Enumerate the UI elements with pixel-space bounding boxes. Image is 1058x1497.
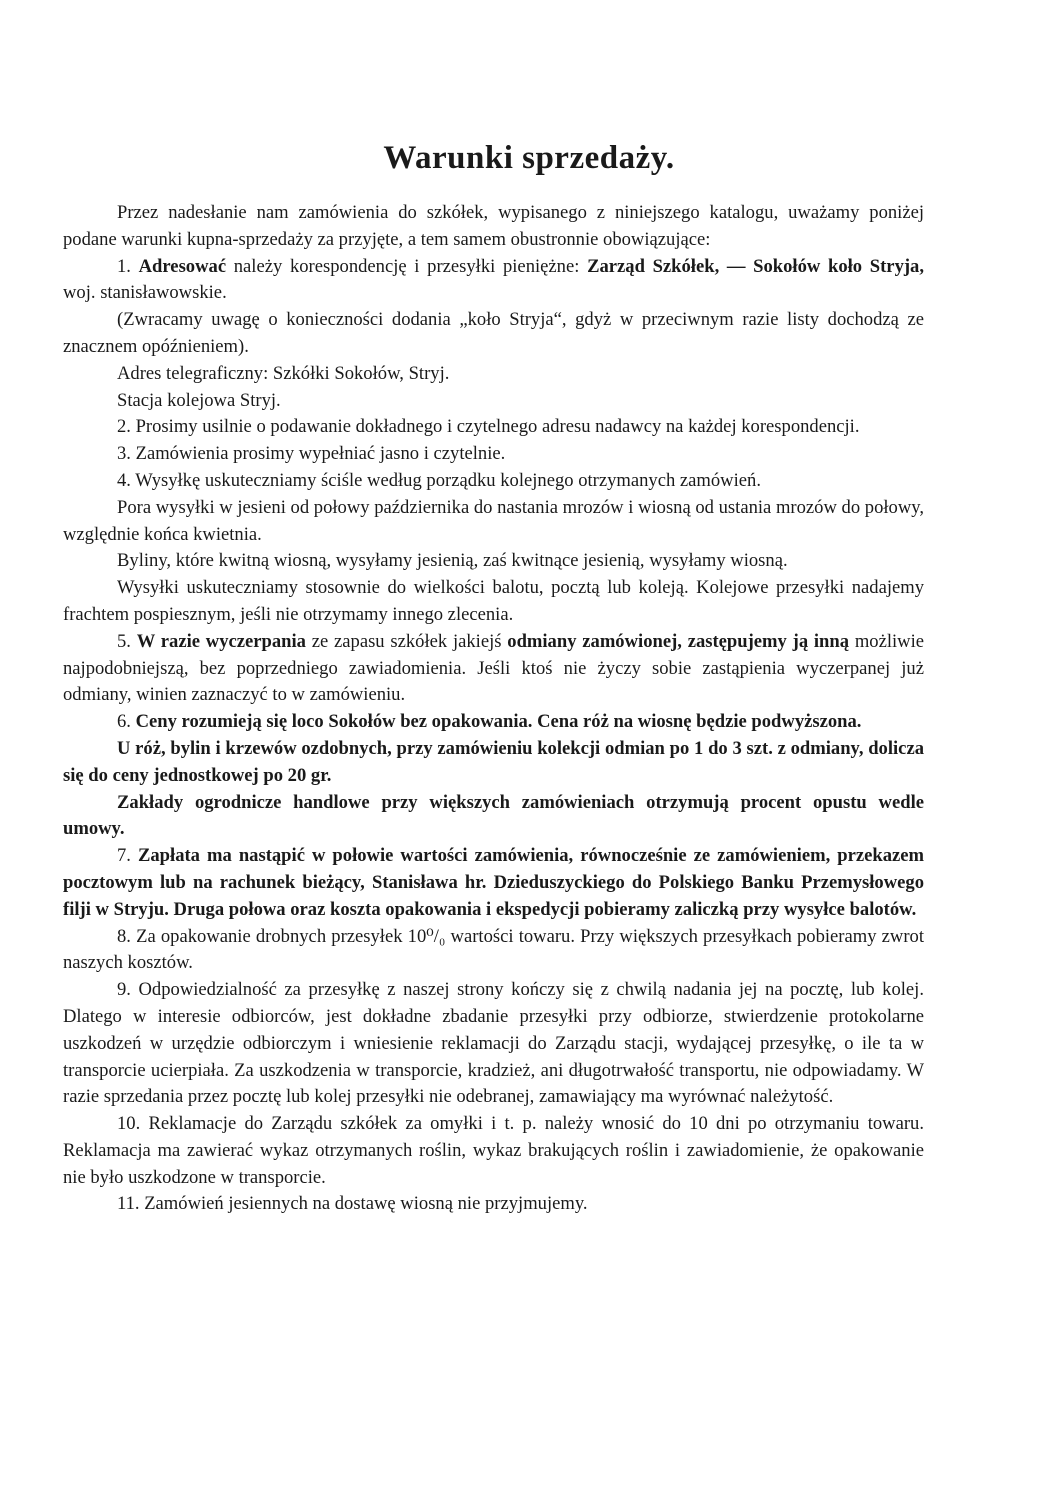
bold-text-run: Zapłata ma nastąpić w połowie wartości zamówienia, równocześnie ze zamówieniem, przekazem pocztowym lub na rachunek bieżący, Stanisława hr. Dzieduszyckiego do Polskiego Banku Przemysłowego filji w Stryju. Druga połowa oraz koszta opakowania i ekspedycji pobieramy zaliczką przy wysyłce balotów.	[63, 845, 925, 920]
bold-text-run: odmiany zamówionej, zastępujemy ją inną	[507, 630, 850, 652]
text-run: Przez nadesłanie nam zamówienia do szkółek, wypisanego z niniejszego katalogu, uważamy poniżej podane warunki kupna-sprzedaży za przyjęte, a tem samem obustronnie obowiązujące:	[63, 202, 924, 250]
paragraph	[63, 790, 924, 844]
text-run: Pora wysyłki w jesieni od połowy października do nastania mrozów i wiosną od ustania mrozów do połowy, względnie końca kwietnia.	[63, 496, 924, 545]
text-run: Byliny, które kwitną wiosną, wysyłamy jesienią, zaś kwitnące jesienią, wysyłamy wiosną.	[117, 550, 788, 572]
text-run: 9. Odpowiedzialność za przesyłkę z naszej strony kończy się z chwilą nadania jej na pocztę, lub kolej. Dlatego w interesie odbiorców, jest dokładne zbadanie przesyłki przy odbiorze, stwierdzenie protokolarne uszkodzeń w urzędzie odbiorczym i wniesienie reklamacji do Zarządu stacji, wydającej przesyłkę, o ile ta w transporcie ucierpiała. Za uszkodzenia w transporcie, kradzież, ani długotrwałość transportu, nie odpowiadamy. W razie sprzedania przez pocztę lub kolej przesyłki nie odebranej, zamawiający ma wyrównać należytość.	[63, 979, 924, 1108]
text-run: 1.	[117, 255, 139, 277]
paragraph	[63, 495, 924, 549]
bold-text-run: Adresować	[138, 255, 227, 277]
text-run: należy korespondencję i przesyłki pieniężne:	[226, 255, 588, 277]
paragraph	[63, 468, 924, 495]
text-run: ze zapasu szkółek jakiejś	[305, 630, 508, 652]
text-run: woj. stanisławowskie.	[63, 282, 227, 304]
paragraph	[63, 924, 924, 978]
paragraph	[63, 977, 924, 1111]
page-title: Warunki sprzedaży.	[383, 140, 675, 176]
paragraph	[63, 575, 924, 629]
paragraph	[63, 441, 924, 468]
paragraph	[63, 307, 924, 361]
paragraph	[63, 200, 924, 254]
text-run: 5.	[117, 630, 137, 652]
bold-text-run: Zarząd Szkółek, — Sokołów koło Stryja,	[587, 255, 924, 277]
paragraph	[63, 548, 924, 575]
paragraph	[63, 709, 924, 736]
paragraph	[63, 414, 924, 441]
text-run: 2. Prosimy usilnie o podawanie dokładnego i czytelnego adresu nadawcy na każdej korespondencji.	[117, 416, 860, 438]
text-run: 7.	[117, 845, 138, 867]
text-run: Adres telegraficzny: Szkółki Sokołów, Stryj.	[117, 362, 450, 384]
bold-text-run: U róż, bylin i krzewów ozdobnych, przy zamówieniu kolekcji odmian po 1 do 3 szt. z odmiany, dolicza się do ceny jednostkowej po 20 gr.	[63, 737, 924, 786]
text-run: 11. Zamówień jesiennych na dostawę wiosną nie przyjmujemy.	[117, 1193, 588, 1215]
paragraph	[63, 843, 924, 923]
paragraph	[63, 1111, 924, 1191]
paragraph	[63, 736, 924, 790]
terms-body	[63, 200, 924, 1218]
paragraph	[63, 388, 924, 415]
text-run: 6.	[117, 711, 136, 733]
bold-text-run: Ceny rozumieją się loco Sokołów bez opakowania. Cena róż na wiosnę będzie podwyższona.	[135, 711, 862, 733]
paragraph	[63, 1191, 924, 1218]
paragraph	[63, 254, 924, 308]
paragraph	[63, 361, 924, 388]
text-run: 10. Reklamacje do Zarządu szkółek za omyłki i t. p. należy wnosić do 10 dni po otrzymaniu towaru. Reklamacja ma zawierać wykaz otrzymanych roślin, wykaz brakujących roślin i zawiadomienie, że opakowanie nie było uszkodzone w transporcie.	[63, 1113, 924, 1188]
text-run: 4. Wysyłkę uskuteczniamy ściśle według porządku kolejnego otrzymanych zamówień.	[117, 469, 761, 491]
paragraph	[63, 629, 924, 709]
text-run: możliwie najpodobniejszą, bez poprzedniego zawiadomienia. Jeśli ktoś nie życzy sobie zastąpienia wyczerpanej już odmiany, winien zaznaczyć to w zamówieniu.	[63, 630, 925, 706]
text-run: Wysyłki uskuteczniamy stosownie do wielkości balotu, pocztą lub koleją. Kolejowe przesyłki nadajemy frachtem pospiesznym, jeśli nie otrzymamy innego zlecenia.	[63, 577, 924, 625]
text-run: 3. Zamówienia prosimy wypełniać jasno i czytelnie.	[117, 443, 506, 465]
text-run: Stacja kolejowa Stryj.	[117, 389, 281, 411]
bold-text-run: Zakłady ogrodnicze handlowe przy większych zamówieniach otrzymują procent opustu wedle umowy.	[63, 791, 924, 840]
bold-text-run: W razie wyczerpania	[136, 630, 306, 652]
text-run: 8. Za opakowanie drobnych przesyłek 10⁰/₀ wartości towaru. Przy większych przesyłkach pobieramy zwrot naszych kosztów.	[63, 925, 924, 974]
text-run: (Zwracamy uwagę o konieczności dodania „koło Stryja“, gdyż w przeciwnym razie listy dochodzą ze znacznem opóźnieniem).	[63, 309, 924, 357]
